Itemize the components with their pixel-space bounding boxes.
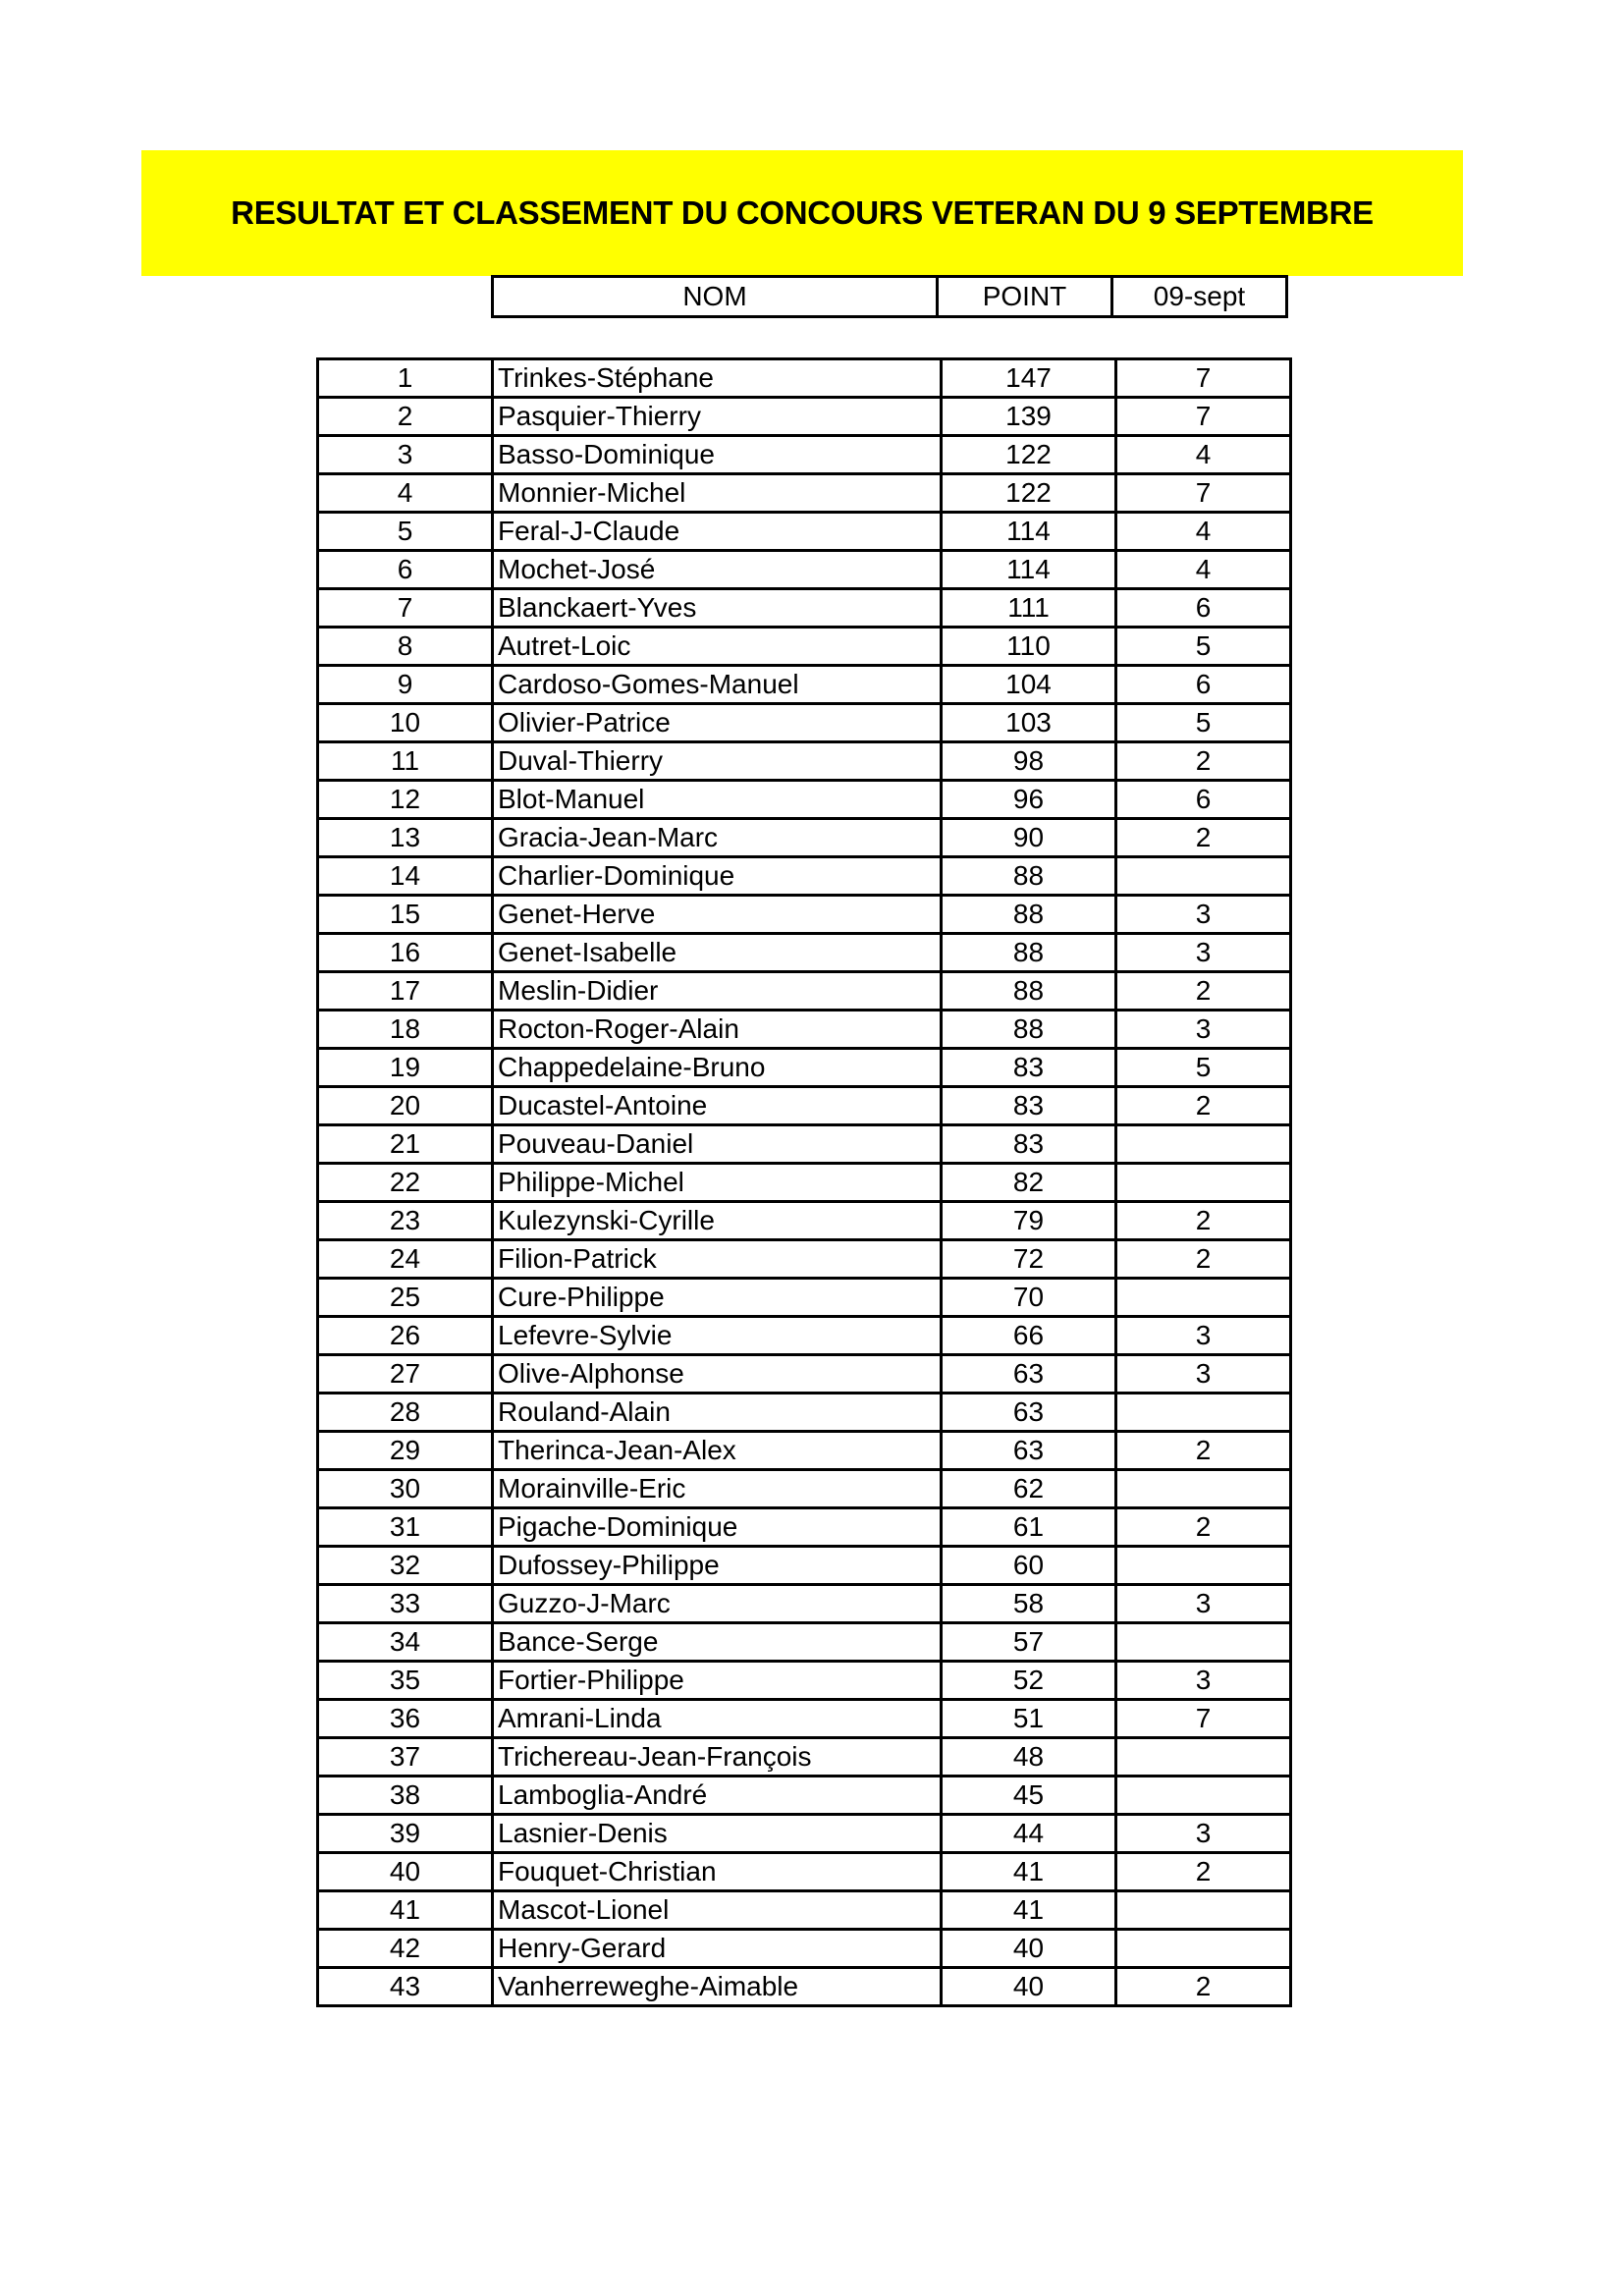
points-cell: 96	[942, 781, 1116, 819]
rank-cell: 21	[318, 1125, 493, 1164]
rank-cell: 38	[318, 1777, 493, 1815]
name-cell: Morainville-Eric	[493, 1470, 942, 1508]
points-cell: 122	[942, 474, 1116, 513]
table-row	[318, 589, 1291, 628]
date-score-cell: 3	[1116, 1317, 1291, 1355]
points-cell: 61	[942, 1508, 1116, 1547]
rank-cell: 23	[318, 1202, 493, 1240]
name-cell: Blot-Manuel	[493, 781, 942, 819]
rank-cell: 7	[318, 589, 493, 628]
name-cell: Pigache-Dominique	[493, 1508, 942, 1547]
table-row	[318, 1815, 1291, 1853]
rank-cell: 1	[318, 359, 493, 398]
rank-cell: 40	[318, 1853, 493, 1891]
points-cell: 40	[942, 1930, 1116, 1968]
points-cell: 104	[942, 666, 1116, 704]
rank-cell: 4	[318, 474, 493, 513]
date-score-cell	[1116, 857, 1291, 896]
date-score-cell: 2	[1116, 1432, 1291, 1470]
rank-cell: 27	[318, 1355, 493, 1394]
points-cell: 48	[942, 1738, 1116, 1777]
rank-cell: 42	[318, 1930, 493, 1968]
table-row	[318, 1164, 1291, 1202]
table-row	[318, 1777, 1291, 1815]
points-cell: 70	[942, 1279, 1116, 1317]
header-date: 09-sept	[1112, 277, 1287, 317]
date-score-cell: 3	[1116, 1011, 1291, 1049]
name-cell: Mascot-Lionel	[493, 1891, 942, 1930]
rank-cell: 9	[318, 666, 493, 704]
date-score-cell: 2	[1116, 1202, 1291, 1240]
date-score-cell: 3	[1116, 1815, 1291, 1853]
name-cell: Dufossey-Philippe	[493, 1547, 942, 1585]
date-score-cell: 3	[1116, 1585, 1291, 1623]
name-cell: Genet-Herve	[493, 896, 942, 934]
date-score-cell: 4	[1116, 436, 1291, 474]
name-cell: Filion-Patrick	[493, 1240, 942, 1279]
points-cell: 111	[942, 589, 1116, 628]
points-cell: 63	[942, 1355, 1116, 1394]
header-nom: NOM	[493, 277, 938, 317]
points-cell: 147	[942, 359, 1116, 398]
rank-cell: 35	[318, 1662, 493, 1700]
name-cell: Pasquier-Thierry	[493, 398, 942, 436]
points-cell: 88	[942, 896, 1116, 934]
name-cell: Olivier-Patrice	[493, 704, 942, 742]
points-cell: 40	[942, 1968, 1116, 2006]
points-cell: 110	[942, 628, 1116, 666]
date-score-cell: 2	[1116, 1087, 1291, 1125]
points-cell: 60	[942, 1547, 1116, 1585]
rank-cell: 32	[318, 1547, 493, 1585]
points-cell: 83	[942, 1125, 1116, 1164]
rank-cell: 33	[318, 1585, 493, 1623]
name-cell: Therinca-Jean-Alex	[493, 1432, 942, 1470]
name-cell: Autret-Loic	[493, 628, 942, 666]
table-row	[318, 1087, 1291, 1125]
points-cell: 83	[942, 1049, 1116, 1087]
name-cell: Fouquet-Christian	[493, 1853, 942, 1891]
points-cell: 83	[942, 1087, 1116, 1125]
table-row	[318, 1700, 1291, 1738]
date-score-cell: 7	[1116, 398, 1291, 436]
rank-cell: 28	[318, 1394, 493, 1432]
points-cell: 98	[942, 742, 1116, 781]
rank-cell: 39	[318, 1815, 493, 1853]
date-score-cell	[1116, 1547, 1291, 1585]
points-cell: 45	[942, 1777, 1116, 1815]
name-cell: Lamboglia-André	[493, 1777, 942, 1815]
date-score-cell: 7	[1116, 359, 1291, 398]
date-score-cell: 6	[1116, 666, 1291, 704]
date-score-cell: 3	[1116, 934, 1291, 972]
table-row	[318, 972, 1291, 1011]
table-row	[318, 1432, 1291, 1470]
date-score-cell: 2	[1116, 1240, 1291, 1279]
table-row	[318, 474, 1291, 513]
table-row	[318, 1968, 1291, 2006]
table-row	[318, 1125, 1291, 1164]
table-row	[318, 1394, 1291, 1432]
rank-cell: 19	[318, 1049, 493, 1087]
table-row	[318, 1853, 1291, 1891]
name-cell: Trinkes-Stéphane	[493, 359, 942, 398]
points-cell: 88	[942, 972, 1116, 1011]
results-body	[318, 359, 1291, 2006]
date-score-cell	[1116, 1623, 1291, 1662]
name-cell: Charlier-Dominique	[493, 857, 942, 896]
name-cell: Philippe-Michel	[493, 1164, 942, 1202]
name-cell: Bance-Serge	[493, 1623, 942, 1662]
points-cell: 79	[942, 1202, 1116, 1240]
date-score-cell: 7	[1116, 474, 1291, 513]
name-cell: Genet-Isabelle	[493, 934, 942, 972]
rank-cell: 34	[318, 1623, 493, 1662]
points-cell: 62	[942, 1470, 1116, 1508]
rank-cell: 36	[318, 1700, 493, 1738]
table-row	[318, 1738, 1291, 1777]
name-cell: Blanckaert-Yves	[493, 589, 942, 628]
name-cell: Fortier-Philippe	[493, 1662, 942, 1700]
rank-cell: 13	[318, 819, 493, 857]
table-row	[318, 398, 1291, 436]
name-cell: Cure-Philippe	[493, 1279, 942, 1317]
table-row	[318, 513, 1291, 551]
points-cell: 44	[942, 1815, 1116, 1853]
rank-cell: 14	[318, 857, 493, 896]
name-cell: Monnier-Michel	[493, 474, 942, 513]
points-cell: 114	[942, 513, 1116, 551]
rank-cell: 6	[318, 551, 493, 589]
date-score-cell: 6	[1116, 589, 1291, 628]
rank-cell: 15	[318, 896, 493, 934]
name-cell: Gracia-Jean-Marc	[493, 819, 942, 857]
date-score-cell: 2	[1116, 1508, 1291, 1547]
name-cell: Trichereau-Jean-François	[493, 1738, 942, 1777]
date-score-cell: 4	[1116, 513, 1291, 551]
points-cell: 52	[942, 1662, 1116, 1700]
date-score-cell: 2	[1116, 1968, 1291, 2006]
table-row	[318, 857, 1291, 896]
date-score-cell: 6	[1116, 781, 1291, 819]
rank-cell: 41	[318, 1891, 493, 1930]
date-score-cell	[1116, 1777, 1291, 1815]
date-score-cell	[1116, 1930, 1291, 1968]
date-score-cell: 5	[1116, 704, 1291, 742]
rank-cell: 20	[318, 1087, 493, 1125]
table-row	[318, 704, 1291, 742]
name-cell: Guzzo-J-Marc	[493, 1585, 942, 1623]
table-row	[318, 1623, 1291, 1662]
points-cell: 57	[942, 1623, 1116, 1662]
rank-cell: 37	[318, 1738, 493, 1777]
table-row	[318, 1049, 1291, 1087]
header-point: POINT	[938, 277, 1112, 317]
rank-cell: 5	[318, 513, 493, 551]
table-row	[318, 819, 1291, 857]
rank-cell: 3	[318, 436, 493, 474]
points-cell: 63	[942, 1432, 1116, 1470]
table-row	[318, 1662, 1291, 1700]
rank-cell: 29	[318, 1432, 493, 1470]
table-row	[318, 551, 1291, 589]
rank-cell: 8	[318, 628, 493, 666]
table-row	[318, 896, 1291, 934]
date-score-cell	[1116, 1891, 1291, 1930]
name-cell: Vanherreweghe-Aimable	[493, 1968, 942, 2006]
points-cell: 103	[942, 704, 1116, 742]
table-row	[318, 359, 1291, 398]
page-title: RESULTAT ET CLASSEMENT DU CONCOURS VETERAN DU 9 SEPTEMBRE	[231, 194, 1374, 231]
points-cell: 41	[942, 1891, 1116, 1930]
title-banner	[141, 150, 1463, 276]
table-row	[318, 1470, 1291, 1508]
name-cell: Mochet-José	[493, 551, 942, 589]
table-row	[318, 1891, 1291, 1930]
name-cell: Rocton-Roger-Alain	[493, 1011, 942, 1049]
points-cell: 41	[942, 1853, 1116, 1891]
date-score-cell	[1116, 1164, 1291, 1202]
rank-cell: 17	[318, 972, 493, 1011]
name-cell: Henry-Gerard	[493, 1930, 942, 1968]
date-score-cell: 4	[1116, 551, 1291, 589]
table-row	[318, 1547, 1291, 1585]
date-score-cell: 2	[1116, 742, 1291, 781]
column-header-table	[491, 275, 1288, 318]
rank-cell: 30	[318, 1470, 493, 1508]
header-row	[493, 277, 1287, 317]
rank-cell: 16	[318, 934, 493, 972]
points-cell: 90	[942, 819, 1116, 857]
table-row	[318, 628, 1291, 666]
table-row	[318, 666, 1291, 704]
points-cell: 114	[942, 551, 1116, 589]
name-cell: Pouveau-Daniel	[493, 1125, 942, 1164]
date-score-cell: 3	[1116, 1355, 1291, 1394]
points-cell: 88	[942, 1011, 1116, 1049]
name-cell: Duval-Thierry	[493, 742, 942, 781]
rank-cell: 31	[318, 1508, 493, 1547]
points-cell: 58	[942, 1585, 1116, 1623]
points-cell: 139	[942, 398, 1116, 436]
date-score-cell: 3	[1116, 896, 1291, 934]
table-row	[318, 1508, 1291, 1547]
points-cell: 88	[942, 934, 1116, 972]
name-cell: Amrani-Linda	[493, 1700, 942, 1738]
table-row	[318, 1240, 1291, 1279]
date-score-cell: 5	[1116, 628, 1291, 666]
rank-cell: 11	[318, 742, 493, 781]
rank-cell: 43	[318, 1968, 493, 2006]
date-score-cell	[1116, 1470, 1291, 1508]
name-cell: Lasnier-Denis	[493, 1815, 942, 1853]
points-cell: 51	[942, 1700, 1116, 1738]
date-score-cell	[1116, 1394, 1291, 1432]
name-cell: Chappedelaine-Bruno	[493, 1049, 942, 1087]
name-cell: Feral-J-Claude	[493, 513, 942, 551]
name-cell: Ducastel-Antoine	[493, 1087, 942, 1125]
points-cell: 88	[942, 857, 1116, 896]
date-score-cell: 2	[1116, 972, 1291, 1011]
table-row	[318, 1279, 1291, 1317]
rank-cell: 22	[318, 1164, 493, 1202]
table-row	[318, 1317, 1291, 1355]
date-score-cell	[1116, 1279, 1291, 1317]
points-cell: 122	[942, 436, 1116, 474]
table-row	[318, 1930, 1291, 1968]
name-cell: Rouland-Alain	[493, 1394, 942, 1432]
date-score-cell: 5	[1116, 1049, 1291, 1087]
table-row	[318, 1585, 1291, 1623]
rank-cell: 26	[318, 1317, 493, 1355]
date-score-cell: 7	[1116, 1700, 1291, 1738]
points-cell: 82	[942, 1164, 1116, 1202]
date-score-cell: 2	[1116, 819, 1291, 857]
rank-cell: 10	[318, 704, 493, 742]
table-row	[318, 436, 1291, 474]
points-cell: 72	[942, 1240, 1116, 1279]
name-cell: Olive-Alphonse	[493, 1355, 942, 1394]
table-row	[318, 1011, 1291, 1049]
table-row	[318, 934, 1291, 972]
rank-cell: 24	[318, 1240, 493, 1279]
name-cell: Lefevre-Sylvie	[493, 1317, 942, 1355]
name-cell: Kulezynski-Cyrille	[493, 1202, 942, 1240]
name-cell: Cardoso-Gomes-Manuel	[493, 666, 942, 704]
rank-cell: 18	[318, 1011, 493, 1049]
date-score-cell	[1116, 1125, 1291, 1164]
date-score-cell: 2	[1116, 1853, 1291, 1891]
rank-cell: 25	[318, 1279, 493, 1317]
date-score-cell: 3	[1116, 1662, 1291, 1700]
results-table	[316, 357, 1292, 2007]
table-row	[318, 781, 1291, 819]
points-cell: 63	[942, 1394, 1116, 1432]
rank-cell: 12	[318, 781, 493, 819]
name-cell: Meslin-Didier	[493, 972, 942, 1011]
rank-cell: 2	[318, 398, 493, 436]
points-cell: 66	[942, 1317, 1116, 1355]
table-row	[318, 1355, 1291, 1394]
name-cell: Basso-Dominique	[493, 436, 942, 474]
date-score-cell	[1116, 1738, 1291, 1777]
table-row	[318, 1202, 1291, 1240]
table-row	[318, 742, 1291, 781]
